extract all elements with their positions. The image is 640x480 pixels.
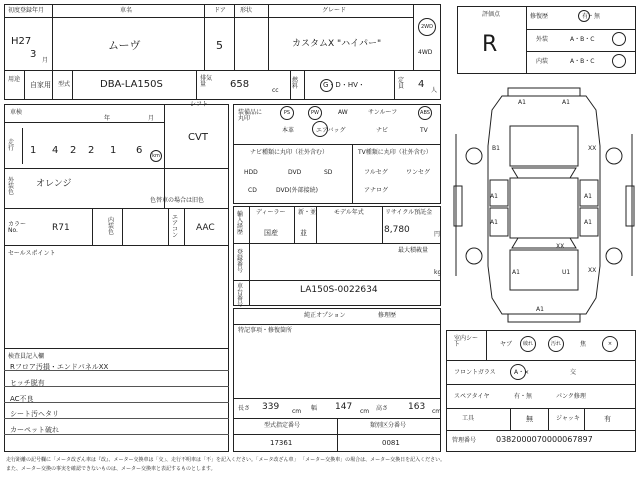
use-value: 自家用 <box>30 81 51 89</box>
width-unit: cm <box>360 408 370 415</box>
color-no-label: カラーNo. <box>8 221 27 234</box>
model-value: DBA-LA150S <box>100 79 163 90</box>
spare-opts: 有・無 <box>514 393 533 400</box>
inspector-note: AC不良 <box>10 395 34 403</box>
damage-label: XX <box>556 243 565 250</box>
mileage-unit-circle: km <box>150 150 162 162</box>
nav-item: HDD <box>244 169 258 176</box>
equip-pw: PW <box>308 106 322 120</box>
nav-item: CD <box>248 187 257 194</box>
equip-ps: PS <box>280 106 294 120</box>
width-label: 幅 <box>311 405 318 412</box>
repair-history-label: 修復歴 <box>530 13 549 20</box>
car-diagram <box>452 86 636 324</box>
damage-label: A1 <box>512 269 520 276</box>
tv-item: ワンセグ <box>406 169 431 176</box>
spare-note: パンク修理 <box>556 393 586 400</box>
recycle-value: 8,780 <box>384 225 410 235</box>
jack-value: 有 <box>604 415 611 423</box>
first-reg-month-unit: 月 <box>42 57 49 64</box>
footer-note-1: 走行距離の記号欄に「メータ改ざん車は『改』、メーター交換車は「交」、走行不明車は「不」を記入ください。「メータ改ざん車」 「メーター交換車」の場合は、メーター交換日を記入ください。 <box>6 457 446 463</box>
interior-grade-label: 内装 <box>536 58 549 65</box>
inspector-note: シート汚ヘタリ <box>10 410 59 418</box>
equip-abs: ABS <box>418 106 432 120</box>
equip-tv: TV <box>420 127 428 134</box>
interior-c-circle <box>612 54 626 68</box>
equip-airbag: エアバッグ <box>316 127 346 134</box>
inspector-label: 検査員記入欄 <box>8 353 45 360</box>
shape-label: 形状 <box>240 7 253 14</box>
length-label: 長さ <box>238 405 251 412</box>
equip-aw: AW <box>338 109 348 116</box>
damage-label: A1 <box>490 193 498 200</box>
inspector-note: カーペット破れ <box>10 426 59 434</box>
nav-item: DVD <box>288 169 302 176</box>
damage-label: B1 <box>492 145 500 152</box>
seat-item-circle: × <box>602 336 618 352</box>
repair-history-opts: 有・無 <box>582 13 601 20</box>
exterior-c-circle <box>612 32 626 46</box>
nav-item: SD <box>324 169 333 176</box>
inspector-note: Rフロア汚損・エンドパネルXX <box>10 363 109 371</box>
equip-leather: 本革 <box>282 127 295 134</box>
import-history-label: 輸入経歴 <box>237 211 244 236</box>
interior-grade-opts: A・B・C <box>570 58 595 65</box>
capacity-value: 4 <box>418 79 425 90</box>
windshield-opts: A・× <box>514 369 530 376</box>
drive-2wd: 2WD <box>418 18 436 36</box>
height-label: 高さ <box>376 405 389 412</box>
displacement-value: 658 <box>230 79 250 90</box>
recycle-yen: 円 <box>434 231 441 238</box>
score-label: 評価点 <box>482 11 501 18</box>
shift-value: CVT <box>188 132 208 143</box>
damage-label: A1 <box>490 219 498 226</box>
inspector-note: ヒッチ脱有 <box>10 379 45 387</box>
chassis-label: 車台番号 <box>237 283 244 308</box>
vehicle-block <box>4 101 229 452</box>
sales-point-label: セールスポイント <box>8 250 56 257</box>
drive-4wd: 4WD <box>418 49 433 56</box>
type-number-label: 型式指定番号 <box>264 422 301 429</box>
color-value: オレンジ <box>36 179 72 189</box>
color-no-value: R71 <box>52 223 70 233</box>
grade-label: グレード <box>322 7 347 14</box>
car-name-value: ムーヴ <box>108 39 141 52</box>
jack-label: ジャッキ <box>556 415 580 422</box>
car-name-label: 車名 <box>120 7 133 14</box>
tv-item: アナログ <box>364 187 389 194</box>
damage-label: A1 <box>536 306 544 313</box>
cc-unit: cc <box>272 87 279 94</box>
class-number-label: 類別区分番号 <box>370 422 407 429</box>
seat-item: ヤブ <box>500 341 513 348</box>
new-parallel-value: 並 <box>300 229 307 237</box>
exterior-label: 外装 <box>536 36 549 43</box>
damage-label: A1 <box>518 99 526 106</box>
tool-value: 無 <box>526 415 533 423</box>
mileage-digit: 2 <box>88 145 95 156</box>
height-value: 163 <box>408 402 426 412</box>
mileage-digit: 4 <box>52 145 59 156</box>
class-number-value: 0081 <box>382 439 400 447</box>
special-label: 特記事項・修復箇所 <box>238 327 293 334</box>
recycle-label: リサイクル預託金 <box>385 209 433 216</box>
height-unit: cm <box>432 408 442 415</box>
mileage-digit: 2 <box>70 145 77 156</box>
exterior-opts: A・B・C <box>570 36 595 43</box>
color-change-note: 色替車の場合は旧色 <box>150 197 205 204</box>
max-load-unit: kg <box>434 269 442 276</box>
capacity-label: 定員 <box>398 77 405 90</box>
nav-header: ナビ種類に丸印（社外含む） <box>250 149 329 156</box>
shift-label: シフト <box>190 101 209 108</box>
damage-label: XX <box>588 267 597 274</box>
damage-label: U1 <box>562 269 571 276</box>
tool-label: 工具 <box>462 415 475 422</box>
chassis-value: LA150S-0022634 <box>300 285 378 295</box>
mileage-digit: 6 <box>136 145 143 156</box>
dealer-value: 国産 <box>264 229 278 237</box>
max-load-label: 最大積載量 <box>398 247 429 254</box>
seat-item-circle: 破れ <box>520 336 536 352</box>
mileage-digit: 1 <box>110 145 117 156</box>
nav-item: DVD(外部接続) <box>276 187 318 194</box>
seat-item: 焦 <box>580 341 587 348</box>
repair-label: 修理歴 <box>378 312 397 319</box>
use-label: 用途 <box>8 76 21 83</box>
first-reg-value: H27 <box>11 36 32 47</box>
first-reg-month: 3 <box>30 49 37 60</box>
windshield-label: フロントガラス <box>454 369 496 376</box>
fuel-value: G・D・HV・ <box>323 81 365 89</box>
damage-label: A1 <box>562 99 570 106</box>
score-value: R <box>482 32 498 57</box>
interior-color-label: 内装色 <box>108 217 115 236</box>
grade-value: カスタムX "ハイパー" <box>292 39 382 49</box>
length-unit: cm <box>292 408 302 415</box>
inspection-month-unit: 月 <box>148 115 155 122</box>
model-label: 型式 <box>58 81 71 88</box>
doors-value: 5 <box>216 39 223 52</box>
reg-number-label: 登録番号 <box>237 249 244 274</box>
inspection-label: 車検 <box>10 109 23 116</box>
width-value: 147 <box>335 402 353 412</box>
dealer-label: ディーラー <box>256 209 286 216</box>
damage-label: XX <box>588 145 597 152</box>
equip-navi: ナビ <box>376 127 389 134</box>
displacement-label: 排気量 <box>200 75 213 88</box>
windshield-note: 交 <box>570 369 577 376</box>
inspection-year-unit: 年 <box>104 115 111 122</box>
ac-value: AAC <box>196 223 215 233</box>
spare-label: スペアタイヤ <box>454 393 490 400</box>
damage-label: A1 <box>584 219 592 226</box>
mgmt-label: 管理番号 <box>452 437 477 444</box>
original-option-label: 純正オプション <box>304 312 346 319</box>
color-label: 外装色 <box>8 177 15 196</box>
seat-label: 室内シート <box>454 335 479 348</box>
capacity-unit: 人 <box>431 87 438 94</box>
new-parallel-label: 新・並 <box>298 209 317 216</box>
year-model-label: モデル年式 <box>334 209 364 216</box>
car-diagram-svg <box>452 86 636 324</box>
tv-item: フルセグ <box>364 169 388 176</box>
damage-label: A1 <box>584 193 592 200</box>
footer-note-2: また、メーター交換の事実を確認できないものは、メーター交換車と表記するものとします。 <box>6 466 216 472</box>
seat-item-circle: 汚れ <box>548 336 564 352</box>
mileage-label: 走行 <box>8 139 15 152</box>
length-value: 339 <box>262 402 280 412</box>
fuel-label: 燃料 <box>292 77 299 90</box>
ac-label: エアコン <box>172 214 179 239</box>
first-reg-label: 初度登録年月 <box>8 7 45 14</box>
equipment-label: 装備品に丸印 <box>238 109 263 122</box>
equip-sunroof: サンルーフ <box>368 109 398 116</box>
mileage-digit: 1 <box>30 145 37 156</box>
type-number-value: 17361 <box>270 439 293 447</box>
doors-label: ドア <box>214 7 226 14</box>
mgmt-value: 0382000070000067897 <box>496 435 593 444</box>
tv-header: TV種類に丸印（社外含む） <box>358 149 432 156</box>
